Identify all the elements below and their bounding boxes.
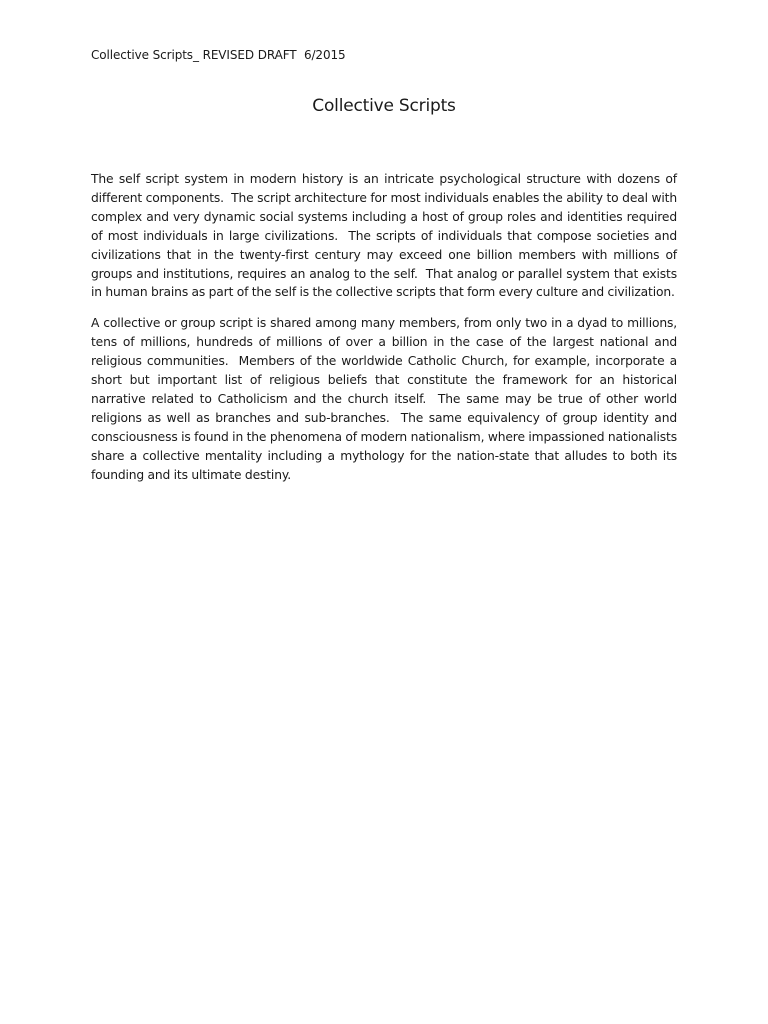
running-header: Collective Scripts_ REVISED DRAFT 6/2015 (91, 48, 346, 62)
document-title: Collective Scripts (312, 96, 456, 116)
body-paragraph: The self script system in modern history is an intricate psychological structure with dozens of different components. The script architecture for most individuals enables the ability to deal with complex and very dynamic social systems including a host of group roles and identities required of most individuals in large civilizations. The scripts of individuals that compose societies and civilizations that in the twenty-first century may exceed one billion members with millions of groups and institutions, requires an analog to the self. That analog or parallel system that exists in human brains as part of the self is the collective scripts that form every culture and civilization. (91, 172, 681, 300)
document-body (91, 170, 681, 497)
body-paragraph: A collective or group script is shared among many members, from only two in a dyad to millions, tens of millions, hundreds of millions of over a billion in the case of the largest national and religious communities. Members of the worldwide Catholic Church, for example, incorporate a short but important list of religious beliefs that constitute the framework for an historical narrative related to Catholicism and the church itself. The same may be true of other world religions as well as branches and sub-branches. The same equivalency of group identity and consciousness is found in the phenomena of modern nationalism, where impassioned nationalists share a collective mentality including a mythology for the nation-state that alludes to both its founding and its ultimate destiny. (91, 316, 681, 482)
